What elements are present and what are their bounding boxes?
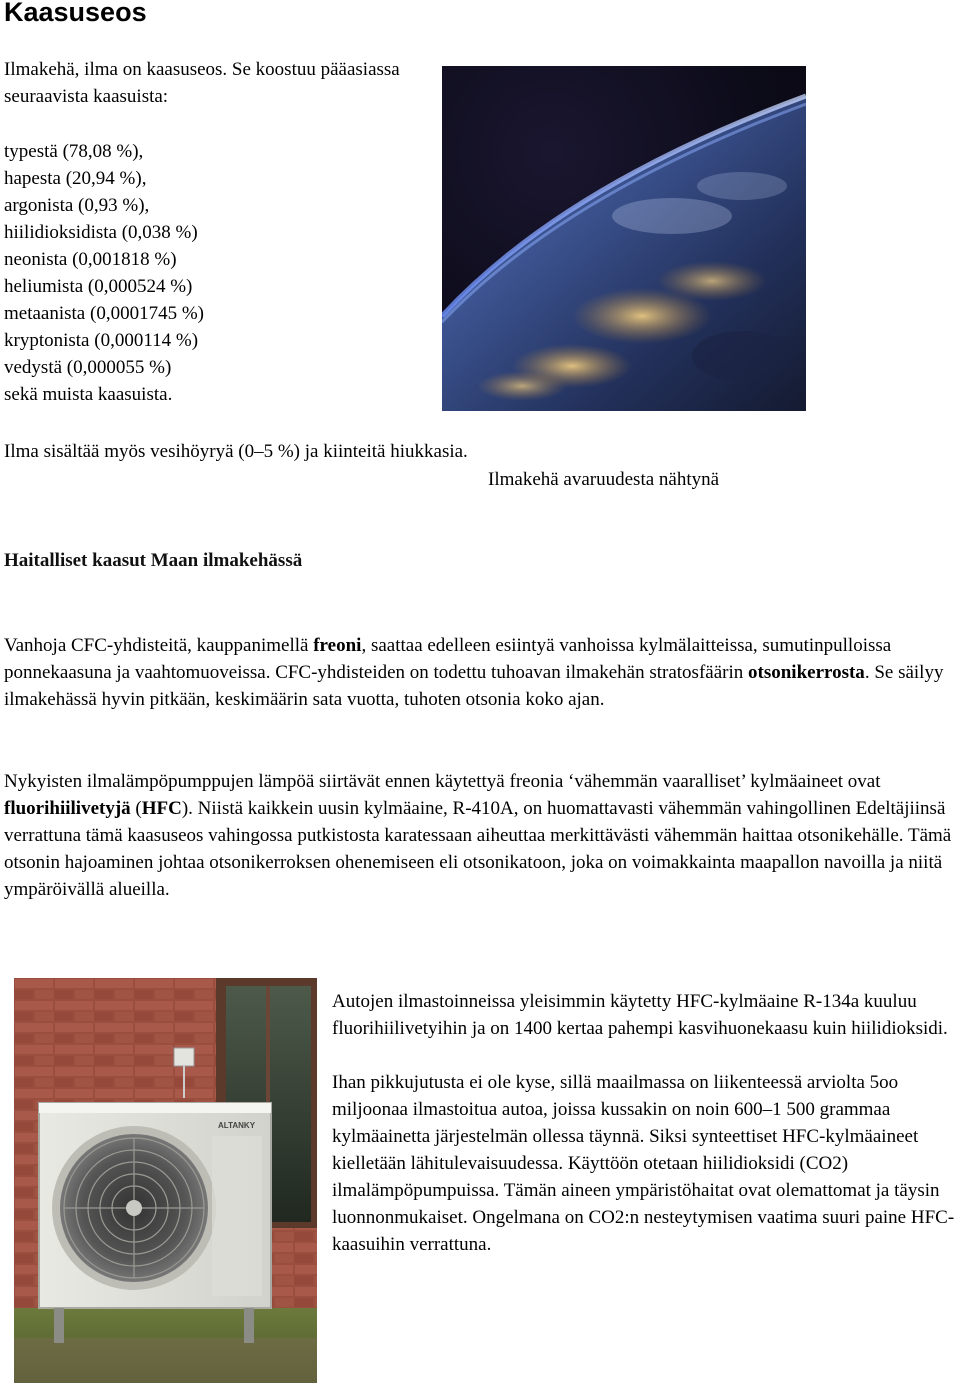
para1-text-a: Vanhoja CFC-yhdisteitä, kauppanimellä <box>4 635 314 656</box>
car-ac-text-block <box>332 988 960 1258</box>
cfc-paragraph <box>4 632 960 713</box>
list-item: heliumista (0,000524 %) <box>4 276 193 297</box>
list-item: neonista (0,001818 %) <box>4 249 177 270</box>
image-caption: Ilmakehä avaruudesta nähtynä <box>488 469 720 490</box>
air-conditioner-image <box>14 978 317 1383</box>
section-heading: Haitalliset kaasut Maan ilmakehässä <box>4 550 303 571</box>
gas-list <box>4 138 424 408</box>
list-item: hiilidioksidista (0,038 %) <box>4 222 198 243</box>
list-item: metaanista (0,0001745 %) <box>4 303 204 324</box>
para1-bold-otsonikerrosta: otsonikerrosta <box>748 662 865 683</box>
intro-paragraph: Ilmakehä, ilma on kaasuseos. Se koostuu pääasiassa seuraavista kaasuista: <box>4 59 400 107</box>
list-item: typestä (78,08 %), <box>4 141 144 162</box>
earth-from-space-image <box>442 66 806 411</box>
ac-brand-label: ALTANKY <box>218 1121 256 1130</box>
para2-text-a: Nykyisten ilmalämpöpumppujen lämpöä siirtävät ennen käytettyä freonia ‘vähemmän vaaralliset’ kylmäaineet ovat <box>4 771 881 792</box>
para2-bold-fluorihiilivetyja: fluorihiilivetyjä <box>4 798 131 819</box>
page-title: Kaasuseos <box>4 0 147 27</box>
earth-horizon-graphic <box>442 66 806 411</box>
list-item: hapesta (20,94 %), <box>4 168 147 189</box>
list-item: kryptonista (0,000114 %) <box>4 330 199 351</box>
list-item: argonista (0,93 %), <box>4 195 150 216</box>
car-ac-paragraph: Autojen ilmastoinneissa yleisimmin käytetty HFC-kylmäaine R-134a kuuluu fluorihiilivetyihin ja on 1400 kertaa pahempi kasvihuonekaasu kuin hiilidioksidi. <box>332 991 948 1039</box>
para1-bold-freoni: freoni <box>313 635 362 656</box>
car-count-paragraph: Ihan pikkujutusta ei ole kyse, sillä maailmassa on liikenteessä arviolta 5oo miljoonaa ilmastoitua autoa, joissa kussakin on noin 600–1 500 grammaa kylmäainetta järjestelmän ollessa täynnä. Siksi synteettiset HFC-kylmäaineet kielletään lähitulevaisuudessa. Käyttöön otetaan hiilidioksidi (CO2) ilmalämpöpumpuissa. Tämän aineen ympäristöhaitat ovat olemattomat ja täysin luonnonmukaiset. Ongelmana on CO2:n nesteytymisen vaatima suuri paine HFC-kaasuihin verrattuna. <box>332 1072 955 1255</box>
list-item: sekä muista kaasuista. <box>4 384 173 405</box>
para1-text-e: . Se säilyy ilmakehässä hyvin pitkään, keskimäärin sata vuotta, tuhoten otsonia koko ajan. <box>4 662 944 710</box>
air-conditioner-graphic <box>14 978 317 1383</box>
list-item: vedystä (0,000055 %) <box>4 357 172 378</box>
para2-text-c: ( <box>130 798 142 819</box>
para2-text-e: ). Niistä kaikkein uusin kylmäaine, R-410A, on huomattavasti vähemmän vahingollinen Edeltäjiinsä verrattuna tämä kaasuseos vahingossa putkistosta karatessaan aiheuttaa merkittävästi vähemmän haittaa otsonikehälle. Tämä otsonin hajoaminen johtaa otsonikerroksen ohenemiseen eli otsonikatoon, joka on voimakkainta maapallon navoilla ja niitä ympäröivällä alueilla. <box>4 798 952 900</box>
para1-text-c: , saattaa edelleen esiintyä vanhoissa kylmälaitteissa, sumutinpulloissa ponnekaasuna ja vaahtomuoveissa. CFC-yhdisteiden on todettu tuhoavan ilmakehän stratosfäärin <box>4 635 892 683</box>
hfc-paragraph <box>4 768 960 903</box>
para2-bold-hfc: HFC <box>141 798 182 819</box>
also-paragraph: Ilma sisältää myös vesihöyryä (0–5 %) ja kiinteitä hiukkasia. <box>4 441 468 462</box>
